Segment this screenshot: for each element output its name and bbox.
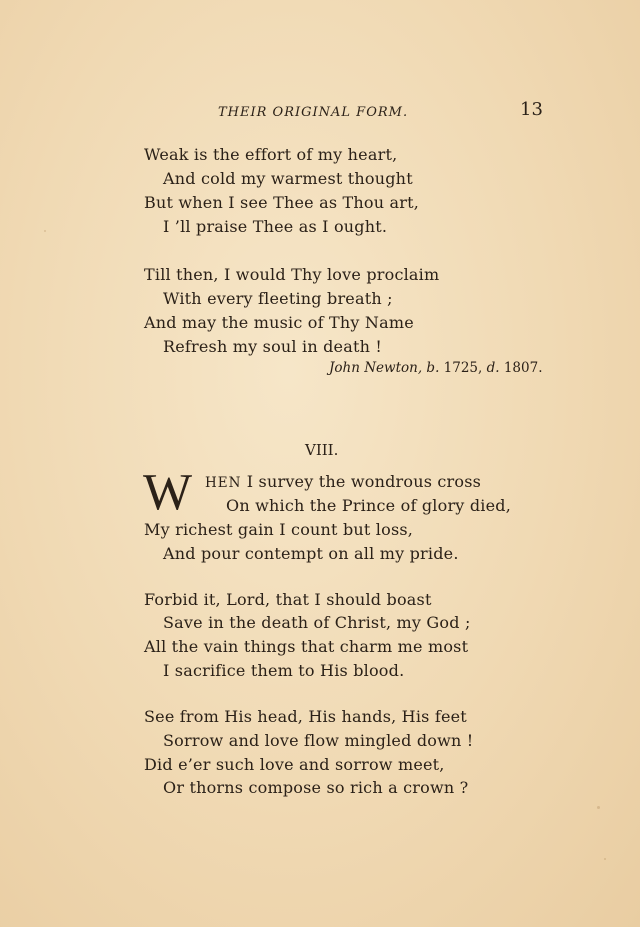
hymn-number: VIII. (305, 441, 339, 459)
verse-line: And pour contempt on all my pride. (163, 544, 459, 563)
author-attribution (329, 360, 543, 376)
born-year: 1725, (443, 360, 483, 376)
died-year: 1807. (503, 360, 543, 376)
drop-cap: W (143, 464, 193, 521)
verse-line: Did e’er such love and sorrow meet, (144, 755, 445, 774)
verse-line: All the vain things that charm me most (144, 637, 469, 656)
verse-line: Weak is the effort of my heart, (144, 145, 398, 164)
author-name: John Newton, (329, 360, 423, 376)
verse-line: Forbid it, Lord, that I should boast (144, 590, 432, 609)
verse-line: My richest gain I count but loss, (144, 520, 414, 539)
verse-line: With every fleeting breath ; (163, 289, 393, 308)
verse-line: Save in the death of Christ, my God ; (163, 613, 471, 632)
first-word-smallcaps: HEN (205, 475, 242, 491)
verse-line: Refresh my soul in death ! (163, 337, 383, 356)
verse-line: Or thorns compose so rich a crown ? (163, 778, 469, 797)
verse-line: Till then, I would Thy love proclaim (144, 265, 440, 284)
verse-line: On which the Prince of glory died, (226, 496, 511, 515)
verse-line: I sacrifice them to His blood. (163, 661, 405, 680)
paper-spot (597, 806, 600, 809)
running-head: THEIR ORIGINAL FORM. (218, 105, 409, 120)
paper-spot (44, 230, 46, 232)
born-label: b. (426, 360, 440, 376)
verse-line: See from His head, His hands, His feet (144, 707, 467, 726)
verse-line: And may the music of Thy Name (144, 313, 414, 332)
verse-line: I ’ll praise Thee as I ought. (163, 217, 388, 236)
paper-spot (604, 858, 606, 860)
died-label: d. (486, 360, 500, 376)
verse-line: And cold my warmest thought (163, 169, 413, 188)
verse-line: But when I see Thee as Thou art, (144, 193, 420, 212)
verse-line (205, 472, 481, 493)
page-number: 13 (520, 99, 543, 120)
verse-line: Sorrow and love flow mingled down ! (163, 731, 474, 750)
first-line-rest: I survey the wondrous cross (246, 472, 482, 491)
